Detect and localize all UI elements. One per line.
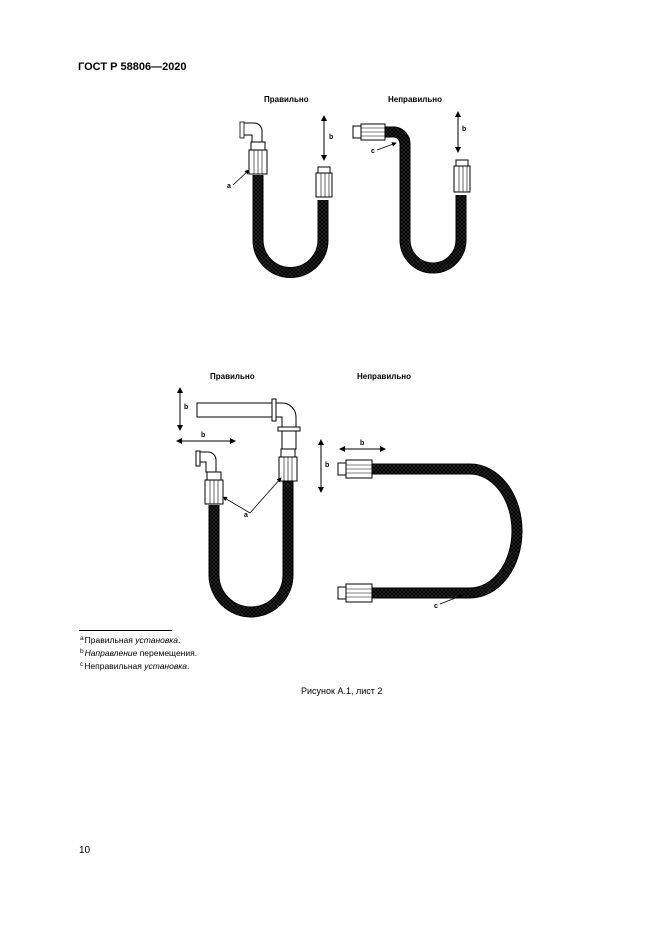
bottom-correct-hose xyxy=(177,388,321,612)
bottom-incorrect-hose xyxy=(338,449,517,604)
top-correct-label: Правильно xyxy=(264,95,309,104)
marker-a: a xyxy=(227,183,231,190)
footnote-c: $^c$Неправильная установка. xyxy=(80,661,190,671)
marker-b: b xyxy=(201,432,206,439)
marker-c: c xyxy=(371,148,375,155)
marker-b: b xyxy=(325,462,330,469)
bottom-correct-label: Правильно xyxy=(210,372,255,381)
marker-c: c xyxy=(434,603,438,610)
bottom-incorrect-label: Неправильно xyxy=(357,372,411,381)
marker-b: b xyxy=(329,134,334,141)
footnote-rule xyxy=(79,630,172,631)
marker-b: b xyxy=(462,126,467,133)
marker-b: b xyxy=(184,404,189,411)
page-number: 10 xyxy=(79,845,91,856)
figure-caption: Рисунок А.1, лист 2 xyxy=(301,686,383,696)
top-incorrect-hose xyxy=(353,112,470,268)
top-incorrect-label: Неправильно xyxy=(388,95,442,104)
footnote-b: $^b$Направление перемещения. xyxy=(80,648,198,658)
marker-b: b xyxy=(360,440,365,447)
marker-a: a xyxy=(244,512,248,519)
top-correct-hose xyxy=(233,116,332,272)
footnote-a: $^a$Правильная установка. xyxy=(80,635,181,645)
document-header: ГОСТ Р 58806—2020 xyxy=(78,61,187,73)
